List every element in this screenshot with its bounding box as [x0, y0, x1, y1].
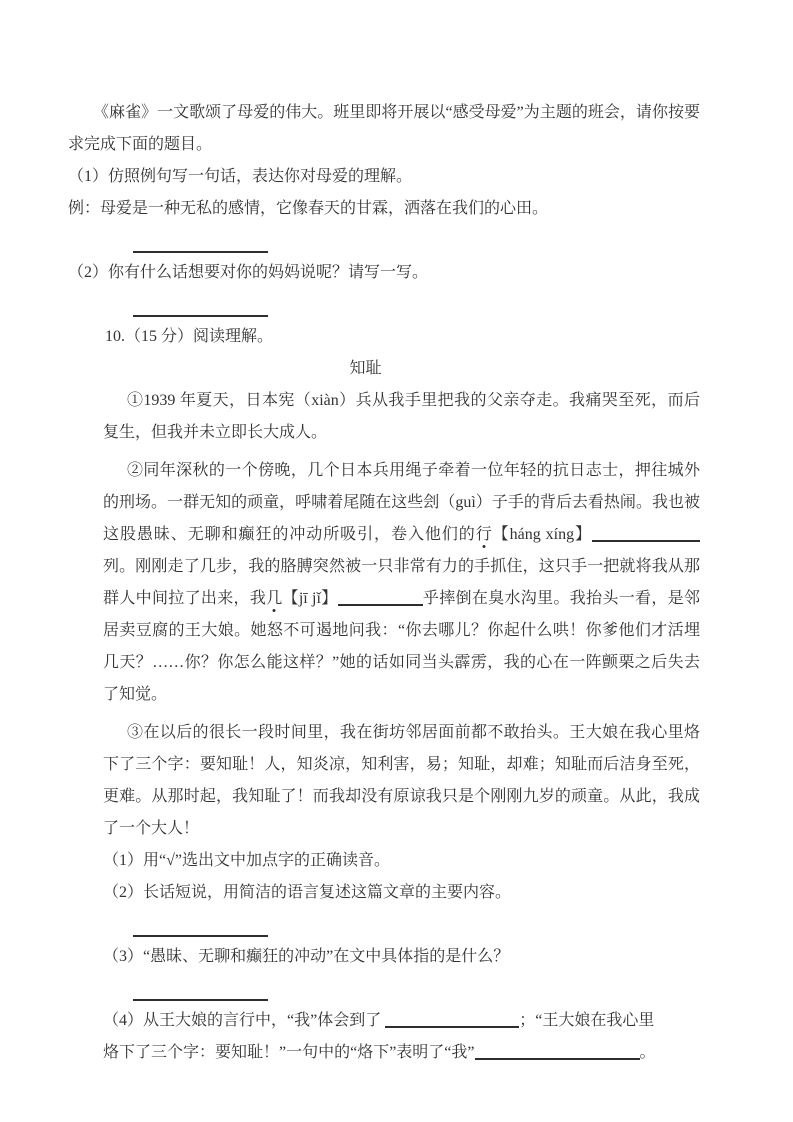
- question-9-section: [68, 97, 700, 317]
- answer-line: [133, 915, 268, 937]
- answer-line: [133, 979, 268, 1001]
- question-9-example: 例：母爱是一种无私的感情，它像春天的甘霖，洒落在我们的心田。: [68, 200, 549, 217]
- reading-passage: [103, 353, 700, 1069]
- question-10-header: 10.（15 分）阅读理解。: [105, 328, 274, 345]
- passage-title: 知耻: [349, 360, 382, 377]
- inline-answer-blank: [475, 1043, 640, 1060]
- passage-paragraph-2: ②同年深秋的一个傍晚，几个日本兵用绳子牵着一位年轻的抗日志士，押往城外的刑场。一群无知的顽童，呼啸着尾随在这些刽（guì）子手的背后去看热闹。我也被这股愚昧、无聊和癫狂的冲动所吸引，卷入他们的行【háng xíng】列。刚刚走了几步，我的胳膊突然被一只非常有力的手抓住，这只手一把就将我从那群人中间拉了出来，我几【jī jǐ】 乎摔倒在臭水沟里。我抬头一看，是邻居卖豆腐的王大娘。她怒不可遏地问我：“你去哪儿？你起什么哄！你爹他们才活埋几天？……你？你怎么能这样？”她的话如同当头霹雳，我的心在一阵颤栗之后失去了知觉。: [103, 462, 700, 703]
- question-10-sub2: （2）长话短说，用简洁的语言复述这篇文章的主要内容。: [103, 884, 512, 901]
- inline-answer-blank: [592, 525, 700, 542]
- inline-answer-blank: [385, 1011, 519, 1028]
- question-10-sub1: （1）用“√”选出文中加点字的正确读音。: [103, 852, 390, 869]
- question-10-sub4: （4）从王大娘的言行中，“我”体会到了 ；“王大娘在我心里 烙下了三个字：要知耻！”一句中的“烙下”表明了“我” 。: [103, 1012, 656, 1061]
- question-10-section: [55, 321, 700, 1069]
- passage-paragraph-3: ③在以后的很长一段时间里，我在街坊邻居面前都不敢抬头。王大娘在我心里烙下了三个字：要知耻！人，知炎凉，知利害，易；知耻，却难；知耻而后洁身至死，更难。从那时起，我知耻了！而我却没有原谅我只是个刚刚九岁的顽童。从此，我成了一个大人！: [103, 724, 700, 837]
- question-9-sub2: （2）你有什么话想要对你的妈妈说呢？请写一写。: [68, 264, 429, 281]
- answer-line: [133, 295, 268, 317]
- emphasis-dot-char: 几: [266, 590, 283, 607]
- passage-paragraph-1: ①1939 年夏天，日本宪（xiàn）兵从我手里把我的父亲夺走。我痛哭至死，而后复生，但我并未立即长大成人。: [103, 392, 700, 441]
- inline-answer-blank: [338, 589, 423, 606]
- question-9-intro: 《麻雀》一文歌颂了母爱的伟大。班里即将开展以“感受母爱”为主题的班会，请你按要求完成下面的题目。: [68, 104, 700, 153]
- answer-line: [133, 231, 268, 253]
- emphasis-dot-char: 行: [475, 526, 493, 543]
- question-9-sub1: （1）仿照例句写一句话，表达你对母爱的理解。: [68, 168, 413, 185]
- question-10-sub3: （3）“愚昧、无聊和癫狂的冲动”在文中具体指的是什么？: [103, 948, 510, 965]
